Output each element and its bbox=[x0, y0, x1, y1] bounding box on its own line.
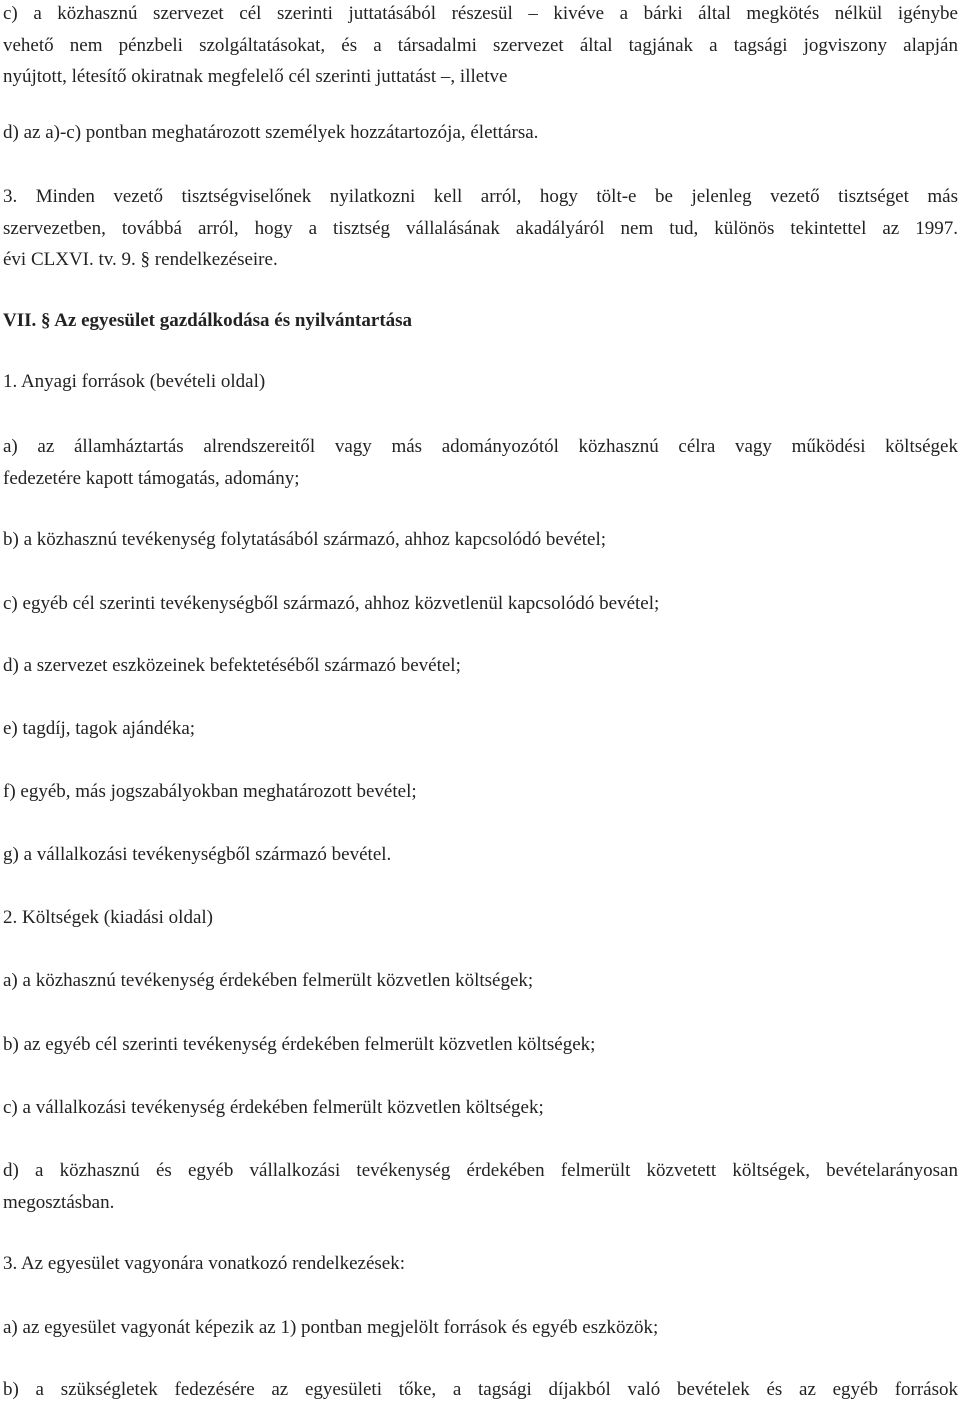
text-line: 3. Az egyesület vagyonára vonatkozó rendelkezések: bbox=[3, 1253, 406, 1274]
heading-text: VII. § Az egyesület gazdálkodása és nyilvántartása bbox=[3, 310, 413, 331]
list-item-2d bbox=[3, 1155, 958, 1218]
text-line: 2. Költségek (kiadási oldal) bbox=[3, 907, 214, 928]
list-item-1c bbox=[3, 588, 958, 620]
subsection-3-title bbox=[3, 1248, 958, 1280]
text-line: megosztásban. bbox=[3, 1191, 115, 1213]
text-line: szervezetben, továbbá arról, hogy a tisztség vállalásának akadályáról nem tud, különös tekintettel az 1997. bbox=[3, 217, 958, 239]
paragraph-3 bbox=[3, 181, 958, 276]
text-line: c) a vállalkozási tevékenység érdekében felmerült közvetlen költségek; bbox=[3, 1097, 544, 1118]
text-line: a) az egyesület vagyonát képezik az 1) pontban megjelölt források és egyéb eszközök; bbox=[3, 1317, 659, 1338]
paragraph-d-item bbox=[3, 117, 958, 149]
list-item-1f bbox=[3, 776, 958, 808]
text-line: nyújtott, létesítő okiratnak megfelelő cél szerinti juttatást –, illetve bbox=[3, 66, 508, 87]
text-line: 3. Minden vezető tisztségviselőnek nyilatkozni kell arról, hogy tölt-e be jelenleg vezető tisztséget más bbox=[3, 186, 958, 207]
text-line: 1. Anyagi források (bevételi oldal) bbox=[3, 371, 266, 392]
list-item-2c bbox=[3, 1092, 958, 1124]
paragraph-c-item bbox=[3, 0, 958, 93]
list-item-2b bbox=[3, 1029, 958, 1061]
list-item-1a bbox=[3, 431, 958, 494]
text-line: fedezetére kapott támogatás, adomány; bbox=[3, 467, 300, 489]
section-heading bbox=[3, 305, 958, 337]
list-item-2a bbox=[3, 965, 958, 997]
list-item-1g bbox=[3, 839, 958, 871]
text-line: vehető nem pénzbeli szolgáltatásokat, és a társadalmi szervezet által tagjának a tagsági jogviszony alapján bbox=[3, 34, 958, 56]
subsection-1-title bbox=[3, 366, 958, 398]
text-line: c) egyéb cél szerinti tevékenységből származó, ahhoz közvetlenül kapcsolódó bevétel; bbox=[3, 593, 660, 614]
text-line: e) tagdíj, tagok ajándéka; bbox=[3, 718, 196, 739]
text-line: b) a közhasznú tevékenység folytatásából származó, ahhoz kapcsolódó bevétel; bbox=[3, 529, 607, 550]
list-item-3a bbox=[3, 1312, 958, 1344]
list-item-3b bbox=[3, 1374, 958, 1406]
text-line: d) a szervezet eszközeinek befektetéséből származó bevétel; bbox=[3, 655, 461, 676]
list-item-1d bbox=[3, 650, 958, 682]
text-line: g) a vállalkozási tevékenységből származó bevétel. bbox=[3, 844, 392, 865]
text-line: b) az egyéb cél szerinti tevékenység érdekében felmerült közvetlen költségek; bbox=[3, 1034, 596, 1055]
list-item-1e bbox=[3, 713, 958, 745]
text-line: c) a közhasznú szervezet cél szerinti juttatásából részesül – kivéve a bárki által megkötés nélkül igénybe bbox=[3, 3, 958, 24]
text-line: a) a közhasznú tevékenység érdekében felmerült közvetlen költségek; bbox=[3, 970, 534, 991]
text-line: a) az államháztartás alrendszereitől vagy más adományozótól közhasznú célra vagy működési költségek bbox=[3, 436, 958, 457]
list-item-1b bbox=[3, 524, 958, 556]
text-line: b) a szükségletek fedezésére az egyesületi tőke, a tagsági díjakból való bevételek és az egyéb források bbox=[3, 1379, 958, 1400]
text-line: d) az a)-c) pontban meghatározott személyek hozzátartozója, élettársa. bbox=[3, 122, 539, 143]
text-line: d) a közhasznú és egyéb vállalkozási tevékenység érdekében felmerült közvetett költségek, bevételarányosan bbox=[3, 1160, 958, 1181]
text-line: évi CLXVI. tv. 9. § rendelkezéseire. bbox=[3, 249, 278, 270]
text-line: f) egyéb, más jogszabályokban meghatározott bevétel; bbox=[3, 781, 417, 802]
subsection-2-title bbox=[3, 902, 958, 934]
